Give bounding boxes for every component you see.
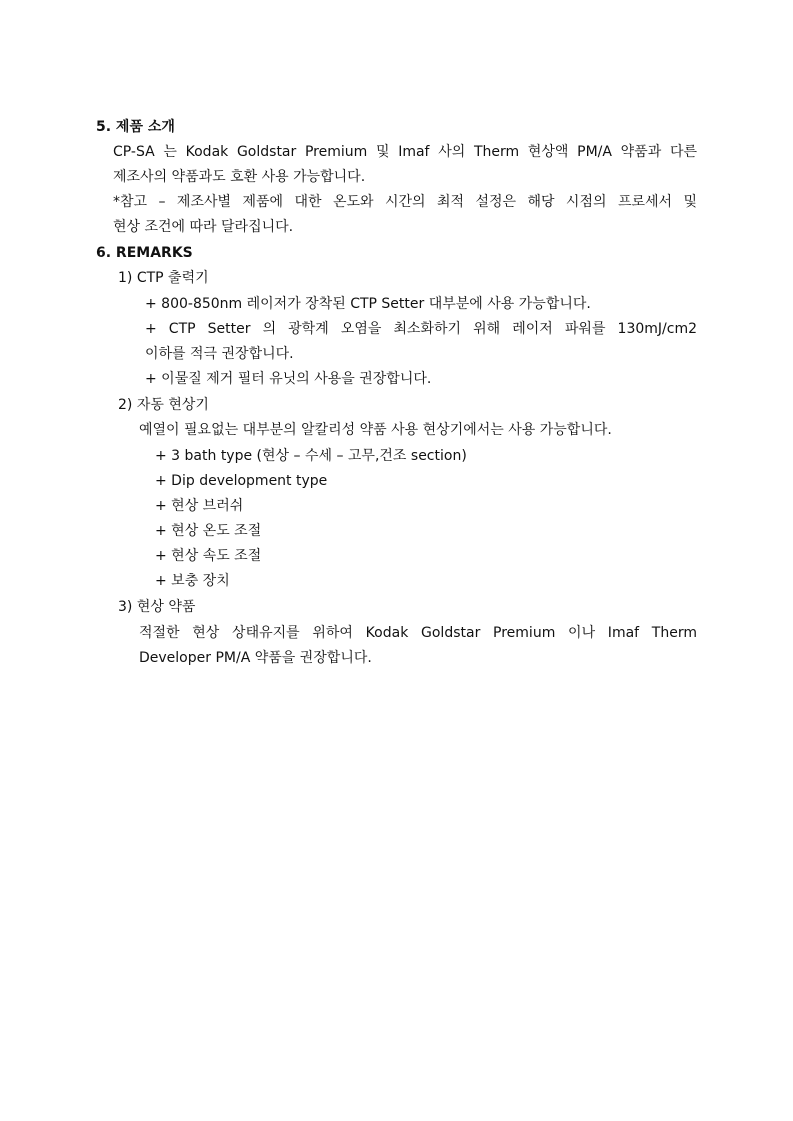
section-5-note-line-1: *참고 – 제조사별 제품에 대한 온도와 시간의 최적 설정은 해당 시점의 프로세서 및 bbox=[113, 194, 697, 210]
remarks-item-1-bullet-1: + 800-850nm 레이저가 장착된 CTP Setter 대부분에 사용 가능합니다. bbox=[145, 296, 591, 312]
remarks-item-2-title: 2) 자동 현상기 bbox=[118, 397, 209, 413]
remarks-item-2-bullet: + 보충 장치 bbox=[155, 573, 230, 589]
remarks-item-3-line-1: 적절한 현상 상태유지를 위하여 Kodak Goldstar Premium 이나 Imaf Therm bbox=[139, 625, 697, 641]
remarks-item-2-bullet: + 3 bath type (현상 – 수세 – 고무,건조 section) bbox=[155, 448, 467, 464]
remarks-item-2-bullet: + Dip development type bbox=[155, 473, 328, 489]
remarks-item-1-bullet-3: + 이물질 제거 필터 유닛의 사용을 권장합니다. bbox=[145, 371, 432, 387]
remarks-item-2-bullet: + 현상 브러쉬 bbox=[155, 498, 244, 514]
section-6-heading: 6. REMARKS bbox=[96, 245, 193, 261]
remarks-item-2-bullet: + 현상 속도 조절 bbox=[155, 548, 262, 564]
section-5-line-2: 제조사의 약품과도 호환 사용 가능합니다. bbox=[113, 169, 366, 185]
section-5-note-line-2: 현상 조건에 따라 달라집니다. bbox=[113, 219, 294, 235]
section-5-heading: 5. 제품 소개 bbox=[96, 119, 175, 135]
remarks-item-2-bullet: + 현상 온도 조절 bbox=[155, 523, 262, 539]
remarks-item-3-line-2: Developer PM/A 약품을 권장합니다. bbox=[139, 650, 372, 666]
remarks-item-3-title: 3) 현상 약품 bbox=[118, 599, 196, 615]
remarks-item-1-title: 1) CTP 출력기 bbox=[118, 270, 209, 286]
remarks-item-1-bullet-2-line-2: 이하를 적극 권장합니다. bbox=[145, 346, 294, 362]
remarks-item-2-intro: 예열이 필요없는 대부분의 알칼리성 약품 사용 현상기에서는 사용 가능합니다. bbox=[139, 422, 612, 438]
section-5-line-1: CP-SA 는 Kodak Goldstar Premium 및 Imaf 사의 Therm 현상액 PM/A 약품과 다른 bbox=[113, 144, 697, 160]
remarks-item-1-bullet-2-line-1: + CTP Setter 의 광학계 오염을 최소화하기 위해 레이저 파워를 130mJ/cm2 bbox=[145, 321, 697, 337]
